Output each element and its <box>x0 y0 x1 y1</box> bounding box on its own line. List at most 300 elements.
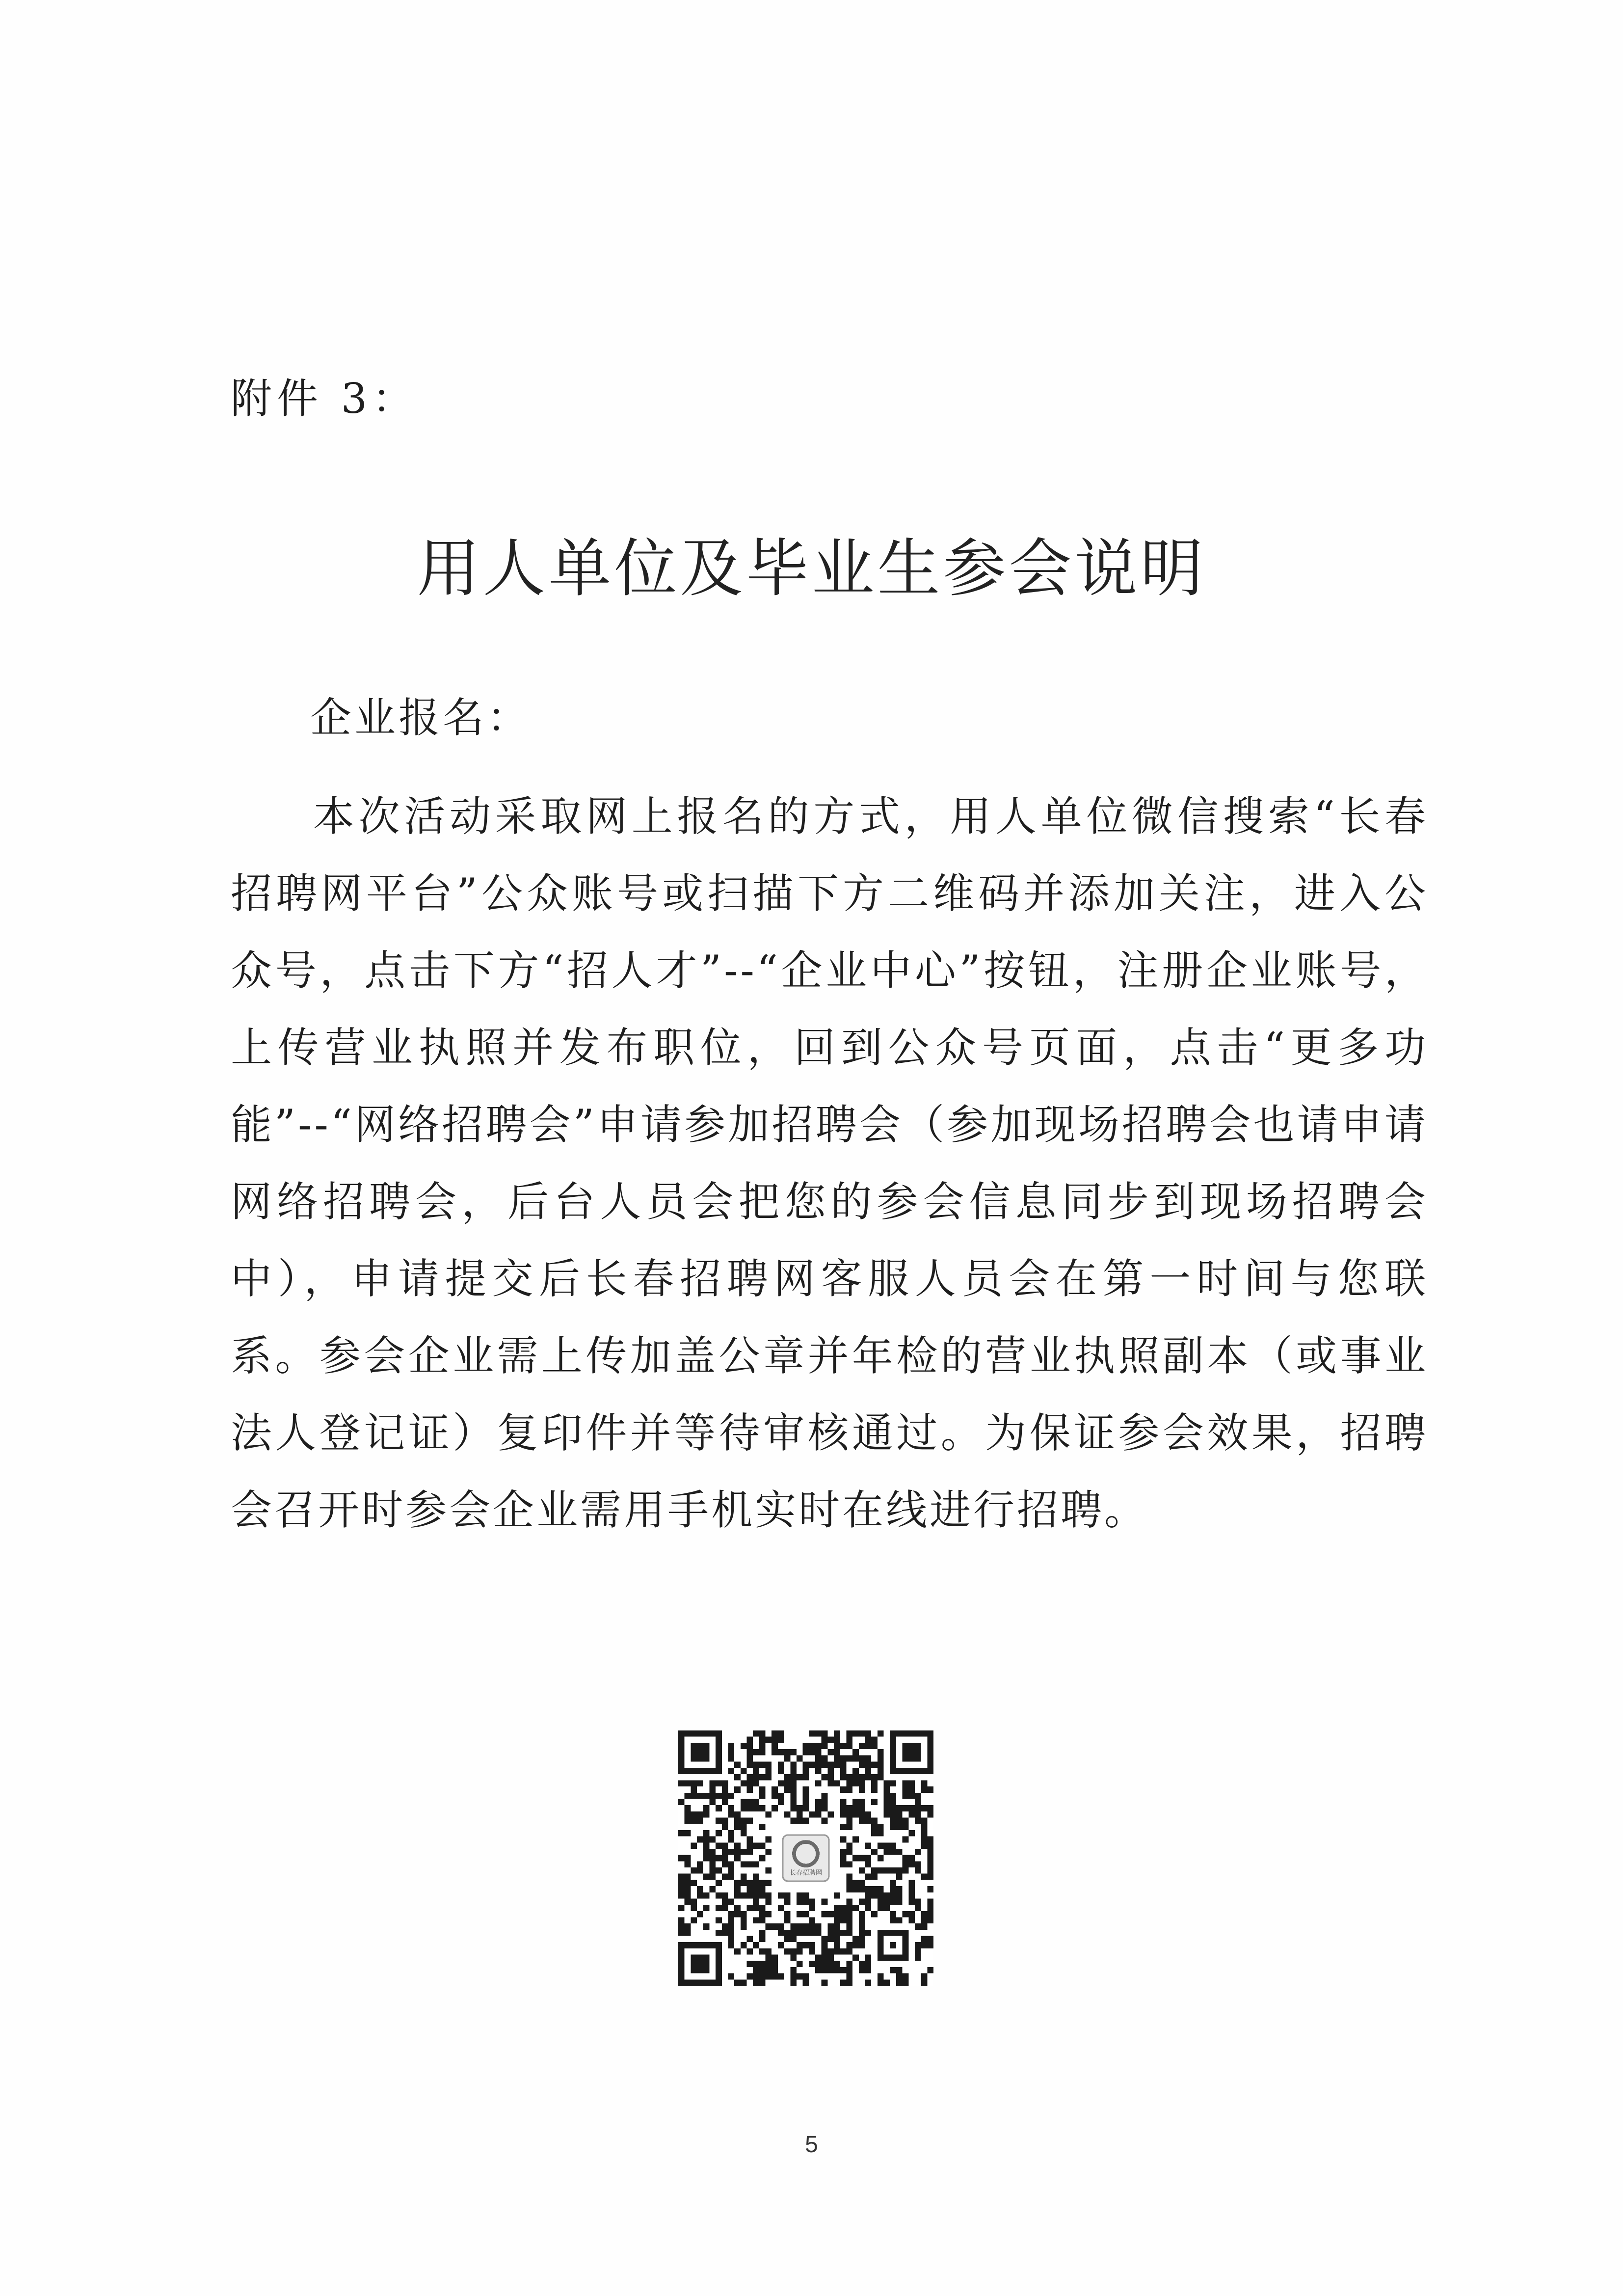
qr-module <box>753 1842 759 1849</box>
qr-module <box>927 1886 933 1892</box>
qr-module <box>846 1774 852 1781</box>
qr-module <box>903 1911 909 1918</box>
qr-module <box>908 1911 915 1918</box>
qr-module <box>766 1892 772 1899</box>
qr-module <box>859 1743 865 1749</box>
qr-module <box>778 1780 784 1786</box>
qr-module <box>741 1861 747 1867</box>
qr-module <box>852 1880 859 1886</box>
qr-module <box>846 1942 852 1948</box>
qr-module <box>685 1793 691 1799</box>
qr-module <box>747 1861 753 1867</box>
qr-module <box>803 1805 809 1811</box>
qr-module <box>790 1973 797 1980</box>
qr-module <box>809 1942 815 1948</box>
qr-module <box>871 1849 878 1855</box>
qr-module <box>759 1948 766 1955</box>
qr-module <box>852 1811 859 1818</box>
qr-module <box>741 1805 747 1811</box>
qr-module <box>753 1774 759 1781</box>
qr-module <box>753 1979 759 1986</box>
qr-module <box>716 1892 722 1899</box>
qr-module <box>734 1818 741 1824</box>
qr-module <box>722 1824 728 1830</box>
qr-module <box>790 1818 797 1824</box>
qr-module <box>859 1898 865 1905</box>
qr-module <box>834 1917 840 1923</box>
qr-module <box>865 1930 871 1936</box>
qr-module <box>747 1961 753 1967</box>
qr-module <box>878 1761 884 1768</box>
qr-module <box>859 1961 865 1967</box>
qr-module <box>716 1855 722 1862</box>
qr-module <box>753 1942 759 1948</box>
qr-module <box>784 1756 791 1762</box>
qr-module <box>722 1793 728 1799</box>
qr-module <box>734 1979 741 1986</box>
qr-module <box>703 1892 710 1899</box>
qr-module <box>815 1955 822 1961</box>
qr-module <box>822 1948 828 1955</box>
qr-module <box>840 1967 847 1973</box>
qr-module <box>834 1942 840 1948</box>
qr-module <box>741 1874 747 1880</box>
qr-module <box>809 1930 815 1936</box>
qr-module <box>822 1761 828 1768</box>
qr-module <box>896 1898 903 1905</box>
qr-module <box>722 1892 728 1899</box>
qr-module <box>678 1855 685 1862</box>
qr-module <box>703 1811 710 1818</box>
page-title: 用人单位及毕业生参会说明 <box>417 532 1206 605</box>
qr-module <box>834 1756 840 1762</box>
qr-module <box>716 1842 722 1849</box>
qr-module <box>865 1761 871 1768</box>
qr-module <box>778 1942 784 1948</box>
qr-module <box>815 1799 822 1806</box>
qr-module <box>734 1948 741 1955</box>
qr-module <box>827 1923 834 1930</box>
qr-module <box>790 1923 797 1930</box>
qr-module <box>846 1780 852 1786</box>
qr-module <box>884 1867 890 1874</box>
qr-module <box>722 1786 728 1793</box>
qr-module <box>859 1917 865 1923</box>
qr-module <box>927 1898 933 1905</box>
qr-module <box>753 1886 759 1892</box>
qr-module <box>852 1799 859 1806</box>
qr-module <box>840 1811 847 1818</box>
qr-module <box>852 1837 859 1843</box>
qr-module <box>840 1761 847 1768</box>
qr-module <box>803 1923 809 1930</box>
qr-module <box>927 1917 933 1923</box>
qr-module <box>903 1793 909 1799</box>
qr-module <box>766 1880 772 1886</box>
qr-module <box>691 1786 697 1793</box>
qr-module <box>815 1749 822 1756</box>
qr-module <box>859 1936 865 1943</box>
qr-module <box>896 1867 903 1874</box>
qr-module <box>878 1749 884 1756</box>
qr-module <box>840 1948 847 1955</box>
qr-module <box>903 1780 909 1786</box>
qr-module <box>784 1936 791 1943</box>
qr-module <box>722 1874 728 1880</box>
qr-module <box>716 1880 722 1886</box>
qr-module <box>871 1867 878 1874</box>
qr-module <box>734 1811 741 1818</box>
qr-module <box>859 1818 865 1824</box>
qr-module <box>859 1811 865 1818</box>
qr-module <box>741 1780 747 1786</box>
qr-module <box>703 1793 710 1799</box>
qr-module <box>678 1874 685 1880</box>
qr-module <box>753 1892 759 1899</box>
qr-module <box>908 1917 915 1923</box>
qr-module <box>728 1874 734 1880</box>
qr-module <box>741 1880 747 1886</box>
qr-module <box>903 1979 909 1986</box>
qr-module <box>852 1768 859 1774</box>
qr-module <box>852 1955 859 1961</box>
qr-module <box>865 1774 871 1781</box>
qr-module <box>822 1942 828 1948</box>
qr-module <box>734 1842 741 1849</box>
qr-module <box>703 1855 710 1862</box>
qr-module <box>859 1880 865 1886</box>
qr-module <box>903 1805 909 1811</box>
qr-module <box>878 1898 884 1905</box>
qr-module <box>822 1756 828 1762</box>
qr-module <box>709 1867 716 1874</box>
qr-module <box>859 1756 865 1762</box>
qr-module <box>709 1861 716 1867</box>
qr-module <box>896 1967 903 1973</box>
qr-module <box>840 1979 847 1986</box>
qr-module <box>890 1805 896 1811</box>
qr-module <box>859 1786 865 1793</box>
qr-module <box>840 1905 847 1911</box>
qr-module <box>903 1855 909 1862</box>
qr-module <box>884 1892 890 1899</box>
qr-module <box>915 1811 921 1818</box>
qr-module <box>747 1818 753 1824</box>
qr-module <box>846 1948 852 1955</box>
qr-module <box>871 1799 878 1806</box>
qr-module <box>753 1749 759 1756</box>
qr-module <box>890 1880 896 1886</box>
qr-module <box>759 1743 766 1749</box>
qr-module <box>890 1967 896 1973</box>
qr-module <box>722 1849 728 1855</box>
qr-module <box>678 1930 685 1936</box>
qr-module <box>884 1786 890 1793</box>
qr-module <box>703 1805 710 1811</box>
qr-module <box>927 1786 933 1793</box>
qr-module <box>859 1886 865 1892</box>
qr-module <box>716 1917 722 1923</box>
qr-module <box>722 1898 728 1905</box>
qr-module <box>809 1917 815 1923</box>
qr-module <box>834 1905 840 1911</box>
qr-module <box>827 1768 834 1774</box>
qr-module <box>797 1961 803 1967</box>
qr-module <box>753 1780 759 1786</box>
qr-module <box>772 1923 778 1930</box>
qr-module <box>685 1861 691 1867</box>
qr-module <box>797 1948 803 1955</box>
qr-module <box>871 1830 878 1837</box>
qr-module <box>803 1973 809 1980</box>
qr-module <box>815 1961 822 1967</box>
qr-module <box>678 1923 685 1930</box>
qr-module <box>722 1818 728 1824</box>
qr-module <box>803 1979 809 1986</box>
qr-module <box>759 1979 766 1986</box>
qr-module <box>827 1737 834 1743</box>
qr-module <box>784 1774 791 1781</box>
qr-module <box>753 1880 759 1886</box>
qr-module <box>759 1886 766 1892</box>
qr-module <box>840 1849 847 1855</box>
qr-module <box>834 1930 840 1936</box>
qr-module <box>903 1824 909 1830</box>
qr-module <box>921 1942 928 1948</box>
qr-module <box>697 1886 703 1892</box>
qr-module <box>840 1756 847 1762</box>
qr-module <box>709 1849 716 1855</box>
qr-module <box>697 1780 703 1786</box>
qr-module <box>915 1942 921 1948</box>
qr-module <box>741 1743 747 1749</box>
qr-module <box>846 1811 852 1818</box>
qr-module <box>747 1905 753 1911</box>
qr-module <box>840 1837 847 1843</box>
qr-module <box>890 1849 896 1855</box>
qr-module <box>703 1874 710 1880</box>
qr-module <box>878 1867 884 1874</box>
qr-module <box>927 1967 933 1973</box>
qr-module <box>852 1780 859 1786</box>
qr-module <box>921 1842 928 1849</box>
qr-module <box>884 1905 890 1911</box>
qr-module <box>927 1849 933 1855</box>
qr-module <box>759 1805 766 1811</box>
qr-module <box>678 1886 685 1892</box>
qr-module <box>834 1730 840 1737</box>
qr-module <box>846 1930 852 1936</box>
qr-module <box>884 1849 890 1855</box>
qr-module <box>878 1979 884 1986</box>
qr-module <box>865 1979 871 1986</box>
qr-module <box>859 1799 865 1806</box>
qr-module <box>803 1793 809 1799</box>
qr-module <box>759 1761 766 1768</box>
qr-module <box>915 1898 921 1905</box>
qr-module <box>915 1905 921 1911</box>
qr-module <box>766 1867 772 1874</box>
qr-module <box>734 1892 741 1899</box>
qr-module <box>728 1849 734 1855</box>
qr-module <box>846 1886 852 1892</box>
qr-module <box>840 1911 847 1918</box>
qr-module <box>709 1874 716 1880</box>
qr-module <box>766 1911 772 1918</box>
qr-module <box>871 1824 878 1830</box>
body-paragraph: 本次活动采取网上报名的方式，用人单位微信搜索“长春招聘网平台”公众账号或扫描下方二维码并添加关注，进入公众号，点击下方“招人才”--“企业中心”按钮，注册企业账号，上传营业执照并发布职位，回到公众号页面，点击“更多功能”--“网络招聘会”申请参加招聘会（参加现场招聘会也请申请网络招聘会，后台人员会把您的参会信息同步到现场招聘会中），申请提交后长春招聘网客服人员会在第一时间与您联系。参会企业需上传加盖公章并年检的营业执照副本（或事业法人登记证）复印件并等待审核通过。为保证参会效果，招聘会召开时参会企业需用手机实时在线进行招聘。 <box>231 792 1428 1534</box>
qr-module <box>803 1942 809 1948</box>
qr-module <box>822 1898 828 1905</box>
qr-module <box>865 1874 871 1880</box>
qr-module <box>784 1892 791 1899</box>
qr-code <box>678 1730 933 1986</box>
qr-module <box>859 1967 865 1973</box>
qr-module <box>852 1730 859 1737</box>
qr-module <box>747 1936 753 1943</box>
qr-module <box>722 1905 728 1911</box>
qr-module <box>884 1799 890 1806</box>
qr-module <box>846 1923 852 1930</box>
qr-logo-text: 长春招聘网 <box>789 1869 823 1877</box>
qr-module <box>778 1768 784 1774</box>
qr-module <box>865 1743 871 1749</box>
qr-module <box>852 1886 859 1892</box>
qr-module <box>728 1942 734 1948</box>
qr-module <box>809 1761 815 1768</box>
qr-module <box>896 1824 903 1830</box>
qr-module <box>709 1837 716 1843</box>
qr-module <box>759 1973 766 1980</box>
qr-module <box>685 1874 691 1880</box>
qr-module <box>691 1842 697 1849</box>
qr-module <box>747 1756 753 1762</box>
qr-module <box>815 1930 822 1936</box>
qr-module <box>890 1892 896 1899</box>
qr-module <box>921 1911 928 1918</box>
qr-module <box>790 1930 797 1936</box>
qr-module <box>797 1892 803 1899</box>
qr-module <box>834 1911 840 1918</box>
qr-module <box>790 1799 797 1806</box>
qr-module <box>809 1730 815 1737</box>
qr-module <box>834 1936 840 1943</box>
qr-module <box>908 1786 915 1793</box>
qr-module <box>815 1805 822 1811</box>
qr-module <box>766 1774 772 1781</box>
qr-module <box>728 1805 734 1811</box>
qr-module <box>753 1973 759 1980</box>
qr-module <box>797 1942 803 1948</box>
attachment-label: 附件 3： <box>231 375 419 423</box>
qr-module <box>915 1793 921 1799</box>
qr-module <box>759 1774 766 1781</box>
qr-module <box>852 1942 859 1948</box>
qr-module <box>915 1849 921 1855</box>
qr-module <box>784 1948 791 1955</box>
qr-module <box>878 1905 884 1911</box>
qr-module <box>884 1979 890 1986</box>
qr-module <box>778 1761 784 1768</box>
qr-module <box>890 1824 896 1830</box>
qr-module <box>722 1923 728 1930</box>
qr-module <box>790 1793 797 1799</box>
qr-module <box>772 1967 778 1973</box>
qr-module <box>903 1837 909 1843</box>
qr-module <box>797 1898 803 1905</box>
qr-module <box>703 1905 710 1911</box>
qr-module <box>815 1923 822 1930</box>
qr-module <box>927 1867 933 1874</box>
qr-module <box>846 1880 852 1886</box>
qr-module <box>747 1842 753 1849</box>
qr-module <box>703 1837 710 1843</box>
qr-module <box>834 1780 840 1786</box>
qr-module <box>840 1743 847 1749</box>
qr-module <box>908 1830 915 1837</box>
qr-module <box>772 1749 778 1756</box>
qr-module <box>865 1892 871 1899</box>
qr-module <box>797 1811 803 1818</box>
qr-module <box>884 1805 890 1811</box>
qr-module <box>846 1743 852 1749</box>
qr-module <box>747 1780 753 1786</box>
qr-module <box>822 1967 828 1973</box>
qr-module <box>728 1811 734 1818</box>
qr-module <box>759 1749 766 1756</box>
qr-module <box>734 1911 741 1918</box>
qr-module <box>896 1886 903 1892</box>
qr-module <box>859 1730 865 1737</box>
qr-module <box>834 1737 840 1743</box>
qr-module <box>747 1743 753 1749</box>
qr-module <box>753 1961 759 1967</box>
qr-module <box>728 1898 734 1905</box>
qr-module <box>908 1898 915 1905</box>
qr-module <box>878 1730 884 1737</box>
qr-module <box>772 1973 778 1980</box>
qr-module <box>734 1905 741 1911</box>
qr-module <box>827 1811 834 1818</box>
qr-module <box>685 1880 691 1886</box>
qr-module <box>822 1730 828 1737</box>
qr-module <box>846 1961 852 1967</box>
qr-module <box>815 1780 822 1786</box>
qr-module <box>734 1880 741 1886</box>
qr-module <box>722 1861 728 1867</box>
qr-module <box>766 1923 772 1930</box>
qr-module <box>772 1786 778 1793</box>
qr-module <box>728 1743 734 1749</box>
qr-module <box>753 1861 759 1867</box>
qr-module <box>790 1786 797 1793</box>
qr-module <box>921 1837 928 1843</box>
qr-module <box>803 1761 809 1768</box>
qr-module <box>827 1911 834 1918</box>
qr-module <box>834 1967 840 1973</box>
qr-module <box>747 1948 753 1955</box>
qr-module <box>859 1911 865 1918</box>
qr-module <box>747 1737 753 1743</box>
qr-module <box>846 1842 852 1849</box>
qr-module <box>797 1774 803 1781</box>
qr-module <box>678 1830 685 1837</box>
qr-module <box>778 1793 784 1799</box>
qr-module <box>803 1898 809 1905</box>
qr-module <box>722 1930 728 1936</box>
qr-module <box>722 1842 728 1849</box>
qr-module <box>852 1936 859 1943</box>
